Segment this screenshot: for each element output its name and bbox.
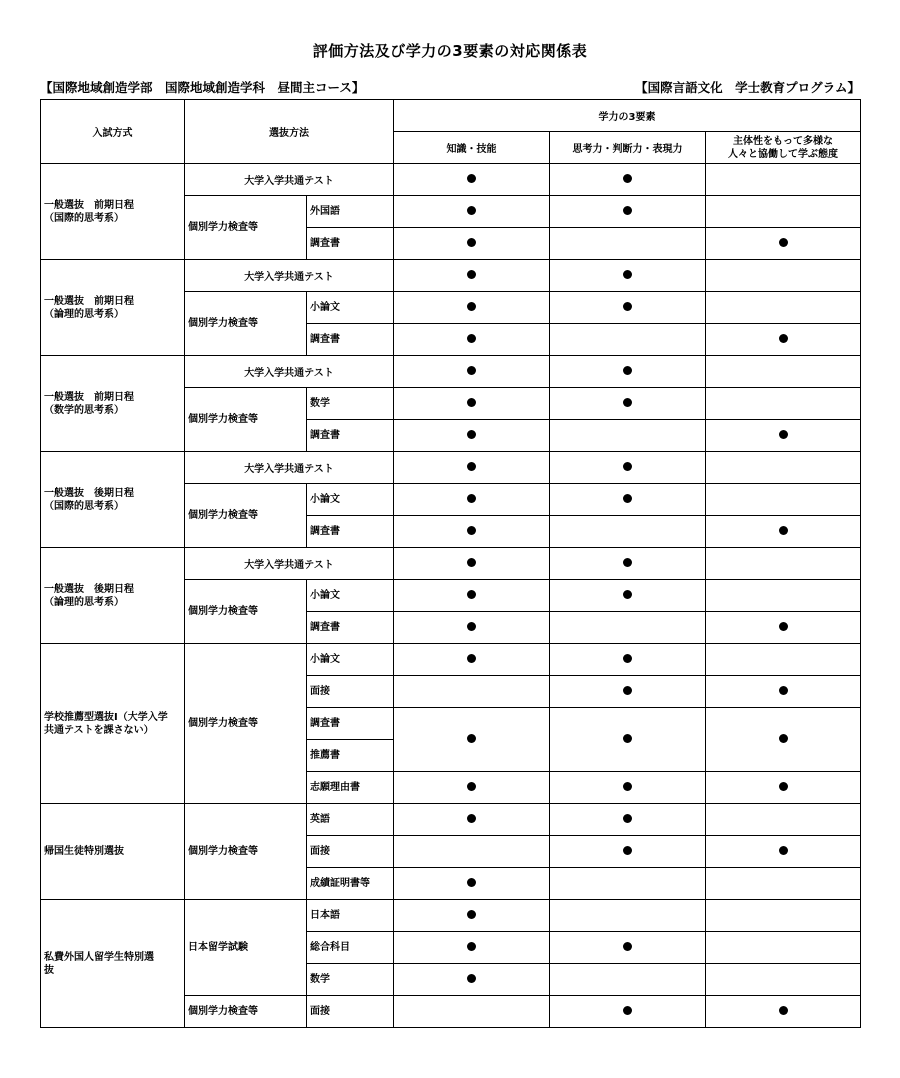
attitude-cell bbox=[706, 836, 861, 868]
selection-cell: 大学入学共通テスト bbox=[185, 356, 394, 388]
marker-dot bbox=[779, 782, 788, 791]
marker-dot bbox=[623, 590, 632, 599]
sub-method-cell: 外国語 bbox=[307, 196, 394, 228]
sub-method-cell: 小論文 bbox=[307, 580, 394, 612]
knowledge-cell bbox=[394, 548, 550, 580]
selection-cell: 個別学力検査等 bbox=[185, 804, 307, 900]
marker-dot bbox=[467, 366, 476, 375]
knowledge-cell bbox=[394, 420, 550, 452]
knowledge-cell bbox=[394, 484, 550, 516]
knowledge-cell bbox=[394, 836, 550, 868]
marker-dot bbox=[623, 814, 632, 823]
marker-dot bbox=[623, 398, 632, 407]
header-selection: 選抜方法 bbox=[185, 100, 394, 164]
marker-dot bbox=[623, 558, 632, 567]
method-cell: 一般選抜 前期日程 （論理的思考系） bbox=[41, 260, 185, 356]
attitude-cell bbox=[706, 580, 861, 612]
sub-method-cell: 調査書 bbox=[307, 228, 394, 260]
knowledge-cell bbox=[394, 932, 550, 964]
table-row bbox=[41, 548, 861, 580]
marker-dot bbox=[467, 270, 476, 279]
thinking-cell bbox=[550, 484, 706, 516]
sub-method-cell: 英語 bbox=[307, 804, 394, 836]
marker-dot bbox=[467, 654, 476, 663]
sub-method-cell: 小論文 bbox=[307, 292, 394, 324]
attitude-cell bbox=[706, 772, 861, 804]
marker-dot bbox=[623, 686, 632, 695]
table-row bbox=[41, 452, 861, 484]
sub-method-cell: 推薦書 bbox=[307, 740, 394, 772]
attitude-cell bbox=[706, 516, 861, 548]
selection-cell: 大学入学共通テスト bbox=[185, 164, 394, 196]
selection-cell: 個別学力検査等 bbox=[185, 484, 307, 548]
marker-dot bbox=[779, 430, 788, 439]
thinking-cell bbox=[550, 932, 706, 964]
thinking-cell bbox=[550, 228, 706, 260]
marker-dot bbox=[779, 686, 788, 695]
attitude-cell bbox=[706, 868, 861, 900]
selection-cell: 大学入学共通テスト bbox=[185, 452, 394, 484]
table-row bbox=[41, 164, 861, 196]
method-cell: 一般選抜 前期日程 （数学的思考系） bbox=[41, 356, 185, 452]
thinking-cell bbox=[550, 772, 706, 804]
header-method: 入試方式 bbox=[41, 100, 185, 164]
marker-dot bbox=[779, 526, 788, 535]
marker-dot bbox=[467, 878, 476, 887]
program-header: 【国際言語文化 学士教育プログラム】 bbox=[635, 80, 860, 95]
knowledge-cell bbox=[394, 804, 550, 836]
thinking-cell bbox=[550, 964, 706, 996]
marker-dot bbox=[467, 302, 476, 311]
header-attitude-line1: 主体性をもって多様な bbox=[733, 135, 834, 147]
marker-dot bbox=[467, 622, 476, 631]
marker-dot bbox=[623, 174, 632, 183]
selection-cell: 個別学力検査等 bbox=[185, 388, 307, 452]
marker-dot bbox=[467, 590, 476, 599]
attitude-cell bbox=[706, 900, 861, 932]
thinking-cell bbox=[550, 644, 706, 676]
sub-method-cell: 総合科目 bbox=[307, 932, 394, 964]
thinking-cell bbox=[550, 164, 706, 196]
thinking-cell bbox=[550, 868, 706, 900]
attitude-cell bbox=[706, 804, 861, 836]
knowledge-cell bbox=[394, 964, 550, 996]
table-header bbox=[41, 100, 861, 164]
marker-dot bbox=[623, 494, 632, 503]
marker-dot bbox=[467, 334, 476, 343]
sub-method-cell: 志願理由書 bbox=[307, 772, 394, 804]
marker-dot bbox=[467, 238, 476, 247]
marker-dot bbox=[623, 942, 632, 951]
table-body bbox=[41, 164, 861, 1028]
sub-method-cell: 面接 bbox=[307, 836, 394, 868]
selection-cell: 個別学力検査等 bbox=[185, 580, 307, 644]
knowledge-cell bbox=[394, 260, 550, 292]
sub-method-cell: 面接 bbox=[307, 676, 394, 708]
attitude-cell bbox=[706, 260, 861, 292]
table-row bbox=[41, 260, 861, 292]
thinking-cell bbox=[550, 708, 706, 772]
marker-dot bbox=[467, 206, 476, 215]
attitude-cell bbox=[706, 388, 861, 420]
sub-method-cell: 調査書 bbox=[307, 324, 394, 356]
method-cell: 学校推薦型選抜Ⅰ（大学入学 共通テストを課さない） bbox=[41, 644, 185, 804]
marker-dot bbox=[779, 334, 788, 343]
attitude-cell bbox=[706, 228, 861, 260]
knowledge-cell bbox=[394, 164, 550, 196]
attitude-cell bbox=[706, 324, 861, 356]
knowledge-cell bbox=[394, 612, 550, 644]
thinking-cell bbox=[550, 452, 706, 484]
marker-dot bbox=[779, 1006, 788, 1015]
selection-cell: 個別学力検査等 bbox=[185, 292, 307, 356]
attitude-cell bbox=[706, 964, 861, 996]
marker-dot bbox=[779, 846, 788, 855]
thinking-cell bbox=[550, 356, 706, 388]
marker-dot bbox=[623, 654, 632, 663]
marker-dot bbox=[467, 494, 476, 503]
knowledge-cell bbox=[394, 644, 550, 676]
knowledge-cell bbox=[394, 868, 550, 900]
knowledge-cell bbox=[394, 676, 550, 708]
marker-dot bbox=[467, 974, 476, 983]
marker-dot bbox=[779, 734, 788, 743]
sub-method-cell: 日本語 bbox=[307, 900, 394, 932]
page-title: 評価方法及び学力の3要素の対応関係表 bbox=[312, 42, 588, 60]
header-knowledge: 知識・技能 bbox=[394, 132, 550, 164]
marker-dot bbox=[623, 782, 632, 791]
marker-dot bbox=[623, 734, 632, 743]
evaluation-table bbox=[40, 99, 861, 1028]
attitude-cell bbox=[706, 484, 861, 516]
knowledge-cell bbox=[394, 324, 550, 356]
sub-method-cell: 数学 bbox=[307, 388, 394, 420]
sub-method-cell: 調査書 bbox=[307, 708, 394, 740]
knowledge-cell bbox=[394, 900, 550, 932]
marker-dot bbox=[623, 1006, 632, 1015]
knowledge-cell bbox=[394, 580, 550, 612]
thinking-cell bbox=[550, 804, 706, 836]
selection-cell: 大学入学共通テスト bbox=[185, 548, 394, 580]
marker-dot bbox=[467, 782, 476, 791]
thinking-cell bbox=[550, 324, 706, 356]
marker-dot bbox=[467, 814, 476, 823]
knowledge-cell bbox=[394, 996, 550, 1028]
attitude-cell bbox=[706, 708, 861, 772]
knowledge-cell bbox=[394, 228, 550, 260]
sub-method-cell: 調査書 bbox=[307, 516, 394, 548]
thinking-cell bbox=[550, 196, 706, 228]
attitude-cell bbox=[706, 676, 861, 708]
attitude-cell bbox=[706, 356, 861, 388]
method-cell: 一般選抜 後期日程 （国際的思考系） bbox=[41, 452, 185, 548]
marker-dot bbox=[467, 174, 476, 183]
marker-dot bbox=[779, 622, 788, 631]
thinking-cell bbox=[550, 260, 706, 292]
selection-cell: 日本留学試験 bbox=[185, 900, 307, 996]
faculty-header: 【国際地域創造学部 国際地域創造学科 昼間主コース】 bbox=[40, 80, 365, 95]
thinking-cell bbox=[550, 292, 706, 324]
marker-dot bbox=[623, 270, 632, 279]
marker-dot bbox=[467, 734, 476, 743]
selection-cell: 大学入学共通テスト bbox=[185, 260, 394, 292]
sub-method-cell: 調査書 bbox=[307, 612, 394, 644]
knowledge-cell bbox=[394, 388, 550, 420]
marker-dot bbox=[467, 942, 476, 951]
selection-cell: 個別学力検査等 bbox=[185, 644, 307, 804]
sub-method-cell: 数学 bbox=[307, 964, 394, 996]
marker-dot bbox=[623, 846, 632, 855]
attitude-cell bbox=[706, 452, 861, 484]
marker-dot bbox=[467, 462, 476, 471]
thinking-cell bbox=[550, 580, 706, 612]
knowledge-cell bbox=[394, 516, 550, 548]
thinking-cell bbox=[550, 388, 706, 420]
sub-method-cell: 小論文 bbox=[307, 644, 394, 676]
knowledge-cell bbox=[394, 772, 550, 804]
knowledge-cell bbox=[394, 292, 550, 324]
marker-dot bbox=[467, 910, 476, 919]
marker-dot bbox=[467, 430, 476, 439]
attitude-cell bbox=[706, 996, 861, 1028]
attitude-cell bbox=[706, 644, 861, 676]
thinking-cell bbox=[550, 836, 706, 868]
thinking-cell bbox=[550, 612, 706, 644]
header-thinking: 思考力・判断力・表現力 bbox=[550, 132, 706, 164]
attitude-cell bbox=[706, 292, 861, 324]
marker-dot bbox=[623, 462, 632, 471]
table-row bbox=[41, 356, 861, 388]
selection-cell: 個別学力検査等 bbox=[185, 196, 307, 260]
header-elements-group: 学力の3要素 bbox=[394, 100, 861, 132]
marker-dot bbox=[779, 238, 788, 247]
method-cell: 私費外国人留学生特別選 抜 bbox=[41, 900, 185, 1028]
thinking-cell bbox=[550, 420, 706, 452]
method-cell: 一般選抜 後期日程 （論理的思考系） bbox=[41, 548, 185, 644]
marker-dot bbox=[467, 526, 476, 535]
sub-method-cell: 小論文 bbox=[307, 484, 394, 516]
sub-method-cell: 調査書 bbox=[307, 420, 394, 452]
header-attitude-line2: 人々と協働して学ぶ態度 bbox=[728, 148, 839, 160]
thinking-cell bbox=[550, 900, 706, 932]
method-cell: 一般選抜 前期日程 （国際的思考系） bbox=[41, 164, 185, 260]
thinking-cell bbox=[550, 676, 706, 708]
attitude-cell bbox=[706, 612, 861, 644]
sub-method-cell: 成績証明書等 bbox=[307, 868, 394, 900]
table-row bbox=[41, 644, 861, 676]
thinking-cell bbox=[550, 516, 706, 548]
knowledge-cell bbox=[394, 452, 550, 484]
knowledge-cell bbox=[394, 196, 550, 228]
thinking-cell bbox=[550, 548, 706, 580]
table-row bbox=[41, 900, 861, 932]
attitude-cell bbox=[706, 420, 861, 452]
marker-dot bbox=[467, 398, 476, 407]
marker-dot bbox=[623, 206, 632, 215]
method-cell: 帰国生徒特別選抜 bbox=[41, 804, 185, 900]
knowledge-cell bbox=[394, 708, 550, 772]
knowledge-cell bbox=[394, 356, 550, 388]
header-attitude bbox=[706, 132, 861, 164]
sub-method-cell: 面接 bbox=[307, 996, 394, 1028]
attitude-cell bbox=[706, 164, 861, 196]
thinking-cell bbox=[550, 996, 706, 1028]
marker-dot bbox=[623, 302, 632, 311]
marker-dot bbox=[467, 558, 476, 567]
attitude-cell bbox=[706, 932, 861, 964]
attitude-cell bbox=[706, 548, 861, 580]
table-row bbox=[41, 804, 861, 836]
attitude-cell bbox=[706, 196, 861, 228]
selection-cell: 個別学力検査等 bbox=[185, 996, 307, 1028]
marker-dot bbox=[623, 366, 632, 375]
